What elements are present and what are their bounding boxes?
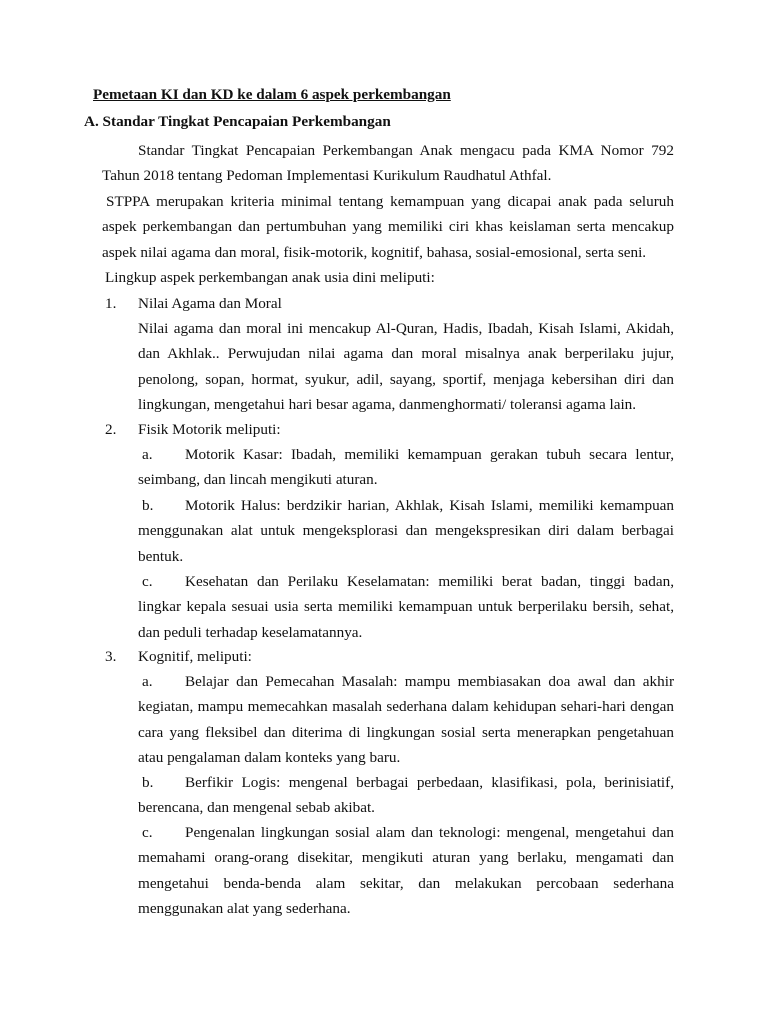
sub-item-letter: b.	[142, 774, 154, 791]
list-item-body: Nilai agama dan moral ini mencakup Al-Quran, Hadis, Ibadah, Kisah Islami, Akidah, dan Akhlak.. Perwujudan nilai agama dan moral misalnya anak berperilaku jujur, penolong, sopan, hormat, syukur, adil, sayang, sportif, menjaga kebersihan diri dan lingkungan, mengetahui hari besar agama, danmenghormati/ toleransi agama lain.	[138, 320, 674, 414]
sub-item-letter: b.	[142, 497, 154, 514]
intro-paragraph: Standar Tingkat Pencapaian Perkembangan Anak mengacu pada KMA Nomor 792 Tahun 2018 tentang Pedoman Implementasi Kurikulum Raudhatul Athfal.	[102, 142, 674, 185]
document-title: Pemetaan KI dan KD ke dalam 6 aspek perkembangan	[93, 86, 451, 103]
scope-intro: Lingkup aspek perkembangan anak usia dini meliputi:	[105, 269, 435, 286]
list-item-number: 1.	[105, 295, 117, 312]
list-item-title: Kognitif, meliputi:	[138, 648, 252, 665]
sub-item-text: Belajar dan Pemecahan Masalah: mampu membiasakan doa awal dan akhir kegiatan, mampu memecahkan masalah sederhana dalam kehidupan sehari-hari dengan cara yang fleksibel dan diterima di lingkungan sosial serta menerapkan pengetahuan atau pengalaman dalam konteks yang baru.	[138, 673, 674, 767]
sub-item-letter: a.	[142, 673, 153, 690]
sub-item-letter: c.	[142, 573, 153, 590]
sub-item	[138, 669, 674, 771]
sub-item-letter: c.	[142, 824, 153, 841]
sub-item	[138, 569, 674, 645]
sub-item	[138, 442, 674, 493]
sub-item-text: Pengenalan lingkungan sosial alam dan teknologi: mengenal, mengetahui dan memahami orang-orang disekitar, mengikuti aturan yang berlaku, mengamati dan mengetahui benda-benda alam sekitar, dan melakukan percobaan sederhana menggunakan alat yang sederhana.	[138, 824, 674, 918]
list-item-title: Nilai Agama dan Moral	[138, 295, 282, 312]
sub-item-letter: a.	[142, 446, 153, 463]
list-item-number: 3.	[105, 648, 117, 665]
sub-item	[138, 820, 674, 922]
sub-item	[138, 493, 674, 569]
sub-item-text: Motorik Halus: berdzikir harian, Akhlak, Kisah Islami, memiliki kemampuan menggunakan alat untuk mengeksplorasi dan mengekspresikan diri dalam berbagai bentuk.	[138, 497, 674, 565]
list-item-number: 2.	[105, 421, 117, 438]
sub-item-text: Motorik Kasar: Ibadah, memiliki kemampuan gerakan tubuh secara lentur, seimbang, dan lincah mengikuti aturan.	[138, 446, 674, 489]
section-heading: A. Standar Tingkat Pencapaian Perkembangan	[84, 113, 391, 130]
sub-item-text: Berfikir Logis: mengenal berbagai perbedaan, klasifikasi, pola, berinisiatif, berencana, dan mengenal sebab akibat.	[138, 774, 674, 817]
sub-item-text: Kesehatan dan Perilaku Keselamatan: memiliki berat badan, tinggi badan, lingkar kepala sesuai usia serta memiliki kemampuan untuk berperilaku bersih, sehat, dan peduli terhadap keselamatannya.	[138, 573, 674, 641]
list-item-title: Fisik Motorik meliputi:	[138, 421, 281, 438]
stppa-paragraph: STPPA merupakan kriteria minimal tentang kemampuan yang dicapai anak pada seluruh aspek perkembangan dan pertumbuhan yang memiliki ciri khas keislaman serta mencakup aspek nilai agama dan moral, fisik-motorik, kognitif, bahasa, sosial-emosional, serta seni.	[102, 193, 674, 261]
sub-item	[138, 770, 674, 821]
